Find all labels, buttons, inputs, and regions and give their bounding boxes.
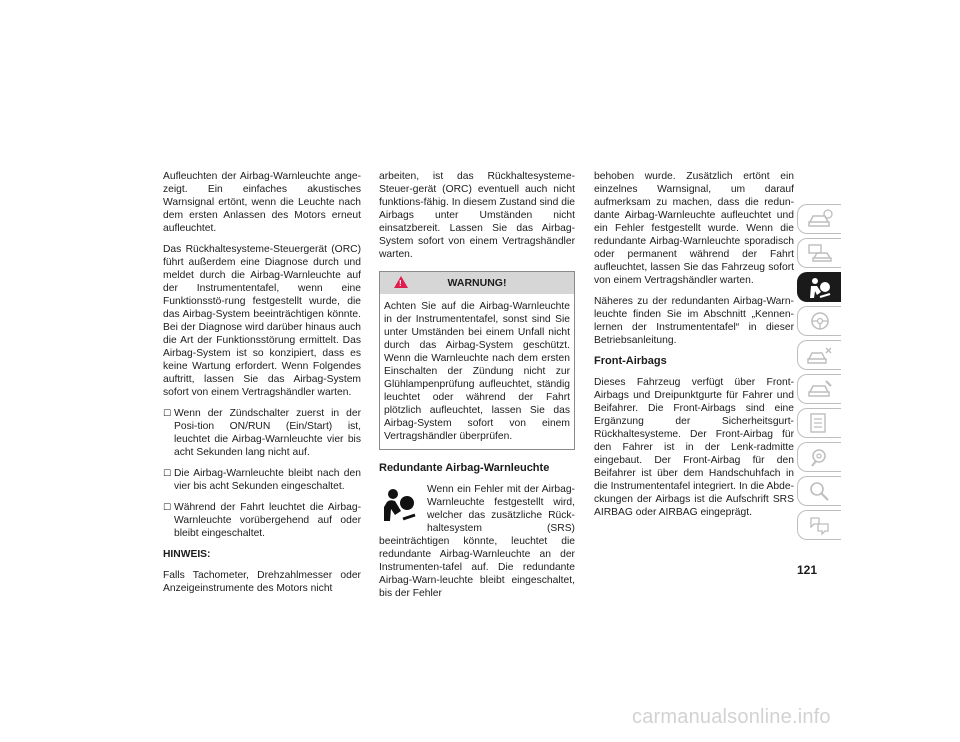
tab-car-info[interactable] [797, 204, 841, 234]
tab-car-messages[interactable] [797, 238, 841, 268]
tab-specifications[interactable] [797, 408, 841, 438]
checkbox-bullet-icon: ☐ [163, 502, 172, 512]
paragraph: Wenn ein Fehler mit der Airbag-Warnleuchte festgestellt wird, welcher das zusätzliche Rück-haltesystem (SRS) beeinträchtigen könnte, leuchtet die redundante Airbag-Warnleuchte an der Instrumenten-tafel auf. Die redundante Airbag-Warn-leuchte bleibt eingeschaltet, bis der Fehler [379, 484, 575, 599]
tab-multimedia[interactable] [797, 442, 841, 472]
list-item-text: Wenn der Zündschalter zuerst in der Posi-tion ON/RUN (Ein/Start) ist, leuchtet die Airbag-Warnleuchte vier bis acht Sekunden lang nicht auf. [174, 408, 361, 458]
car-service-icon [806, 378, 834, 400]
list-item-text: Die Airbag-Warnleuchte bleibt nach den vier bis acht Sekunden eingeschaltet. [174, 468, 361, 492]
column-left [163, 170, 361, 603]
list-item [163, 407, 361, 459]
car-crash-icon [806, 344, 834, 366]
warning-text: Achten Sie auf die Airbag-Warnleuchte in der Instrumententafel, sonst sind Sie unter Umständen bei einem Unfall nicht durch das Airbag-System geschützt. Wenn die Warnleuchte nach dem ersten Einschalten der Zündung nicht zur Glühlampenprüfung aufleuchtet, ständig leuchtet oder während der Fahrt plötzlich aufleuchtet, lassen Sie das Airbag-System sofort von einem Vertragshändler überprüfen. [384, 301, 570, 442]
list-item-text: Während der Fahrt leuchtet die Airbag-Warnleuchte vorübergehend auf oder bleibt eingeschaltet. [174, 502, 361, 539]
list-item [163, 467, 361, 493]
warning-header [380, 272, 574, 294]
note-heading: HINWEIS: [163, 549, 211, 560]
steering-wheel-icon [806, 310, 834, 332]
checkbox-bullet-icon: ☐ [163, 408, 172, 418]
checkbox-bullet-icon: ☐ [163, 468, 172, 478]
note-body: Falls Tachometer, Drehzahlmesser oder Anzeigeinstrumente des Motors nicht [163, 570, 361, 594]
car-info-icon [806, 208, 834, 230]
car-messages-icon [806, 242, 834, 264]
chapter-tabs [797, 204, 841, 544]
tab-index[interactable] [797, 476, 841, 506]
section-heading: Redundante Airbag-Warnleuchte [379, 462, 550, 474]
paragraph: behoben wurde. Zusätzlich ertönt ein einzelnes Warnsignal, um darauf aufmerksam zu machen, dass die redun-dante Airbag-Warnleuchte aufleuchtet und ein Fehler festgestellt wurde. Wenn die redundante Airbag-Warnleuchte sporadisch oder permanent während der Fahrt aufleuchtet, lassen Sie das Fahrzeug sofort von einem Vertragshändler warten. [594, 171, 794, 286]
list-item [163, 501, 361, 540]
warning-title: WARNUNG! [447, 277, 507, 289]
tab-service[interactable] [797, 374, 841, 404]
column-middle [379, 170, 575, 608]
warning-box [379, 271, 575, 450]
checklist-icon [806, 412, 834, 434]
airbag-warning-light-icon [381, 485, 419, 525]
paragraph: Aufleuchten der Airbag-Warnleuchte ange-zeigt. Ein einfaches akustisches Warnsignal ertönt, wenn die Leuchte nach dem ersten Anlassen des Motors erneut aufleuchtet. [163, 171, 361, 234]
column-right [594, 170, 794, 527]
wrench-gear-icon [806, 446, 834, 468]
tab-starting-driving[interactable] [797, 306, 841, 336]
paragraph: arbeiten, ist das Rückhaltesysteme-Steuer-gerät (ORC) eventuell auch nicht funktions-fähig. In diesem Zustand sind die Airbags unter Umständen nicht einsatzbereit. Lassen Sie das Airbag-System sofort von einem Vertragshändler warten. [379, 171, 575, 260]
magnifier-icon [806, 480, 834, 502]
page-number: 121 [797, 563, 818, 577]
multilanguage-icon [806, 514, 834, 536]
paragraph: Das Rückhaltesysteme-Steuergerät (ORC) führt außerdem eine Diagnose durch und meldet durch die Airbag-Warnleuchte auf der Instrumententafel, wenn eine Funktionsstö-rung festgestellt wurde, die das Airbag-System beeinträchtigen könnte. Bei der Diagnose wird darüber hinaus auch die Art der Funktionsstörung ermittelt. Das Airbag-System ist so konzipiert, dass es keine Wartung erfordert. Wenn Folgendes auftritt, lassen Sie das Airbag-System sofort von einem Vertragshändler warten. [163, 244, 361, 398]
tab-emergency[interactable] [797, 340, 841, 370]
section-heading: Front-Airbags [594, 355, 667, 367]
paragraph: Dieses Fahrzeug verfügt über Front-Airbags und Dreipunktgurte für Fahrer und Beifahrer. Die Front-Airbags sind eine Ergänzung der Sicherheitsgurt-Rückhaltesysteme. Der Front-Airbag für den Fahrer ist in der Lenk-radmitte eingebaut. Der Front-Airbag für den Beifahrer ist über dem Handschuhfach in die Instrumententafel integriert. In die Abde-ckungen der Airbags ist die Aufschrift SRS AIRBAG oder AIRBAG eingeprägt. [594, 377, 794, 518]
watermark[interactable]: carmanualsonline.info [632, 706, 831, 728]
airbag-person-icon [806, 276, 834, 300]
paragraph: Näheres zu der redundanten Airbag-Warn-leuchte finden Sie im Abschnitt „Kennen-lernen der Instrumententafel“ in dieser Betriebsanleitung. [594, 296, 794, 346]
tab-safety[interactable] [797, 272, 841, 302]
tab-languages[interactable] [797, 510, 841, 540]
